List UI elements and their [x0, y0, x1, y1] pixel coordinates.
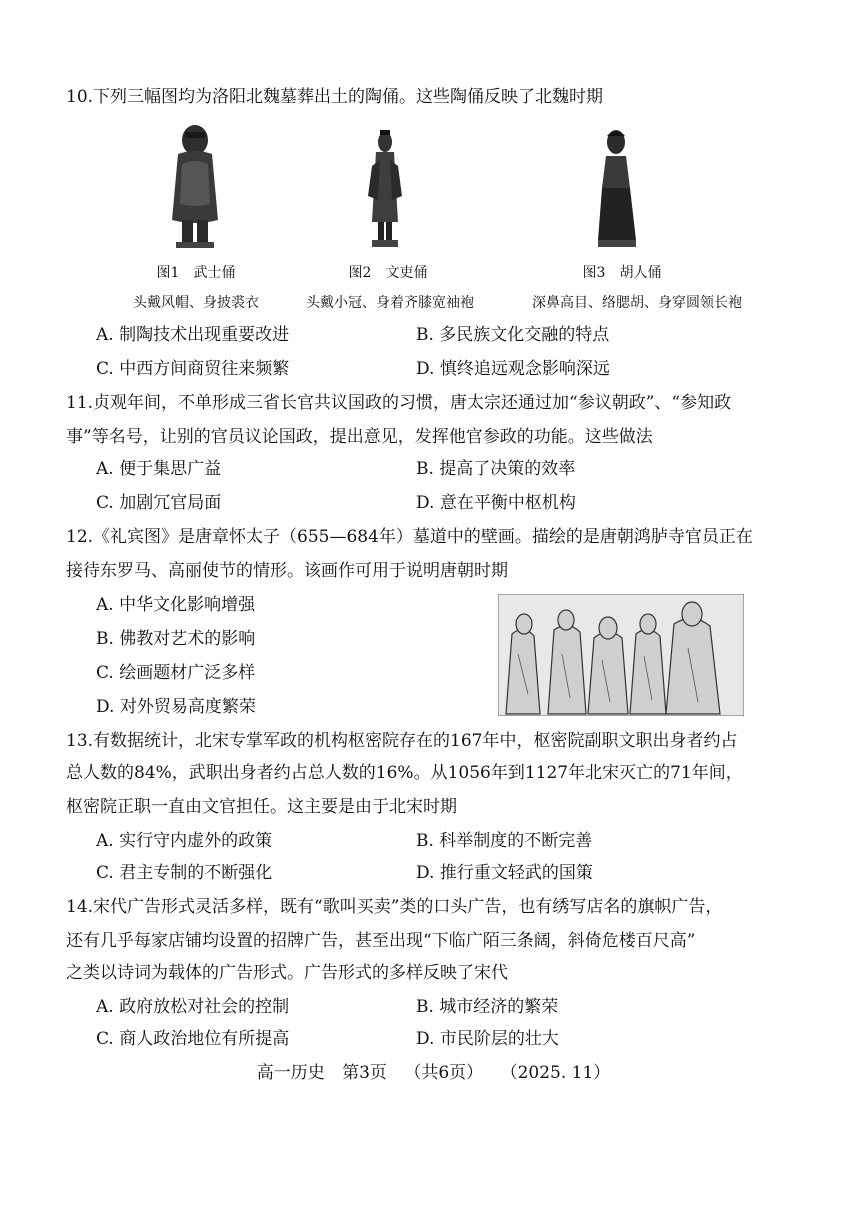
- figure2-label: 图2 文吏俑: [348, 265, 428, 281]
- footer-date: （2025. 11）: [500, 1063, 611, 1083]
- q14-option-b[interactable]: B. 城市经济的繁荣: [416, 997, 559, 1017]
- q11-stem-line2: 事”等名号，让别的官员议论国政，提出意见，发挥他官参政的功能。这些做法: [66, 427, 653, 447]
- figure1-label: 图1 武士俑: [156, 265, 236, 281]
- figure3-label: 图3 胡人俑: [582, 265, 662, 281]
- warrior-figurine-image: [160, 124, 230, 250]
- figure3-desc: 深鼻高目、络腮胡、身穿圆领长袍: [532, 295, 742, 311]
- mural-image: [498, 594, 744, 716]
- q12-stem-line1: 12.《礼宾图》是唐章怀太子（655—684年）墓道中的壁画。描绘的是唐朝鸿胪寺官员正在: [66, 527, 753, 547]
- q12-stem-line2: 接待东罗马、高丽使节的情形。该画作可用于说明唐朝时期: [66, 561, 508, 581]
- q12-option-c[interactable]: C. 绘画题材广泛多样: [96, 663, 256, 683]
- q10-option-c[interactable]: C. 中西方间商贸往来频繁: [96, 359, 290, 379]
- q11-option-b[interactable]: B. 提高了决策的效率: [416, 459, 576, 479]
- footer-subject: 高一历史: [256, 1063, 325, 1083]
- q13-option-a[interactable]: A. 实行守内虚外的政策: [96, 831, 273, 851]
- q12-option-d[interactable]: D. 对外贸易高度繁荣: [96, 697, 256, 717]
- q11-option-d[interactable]: D. 意在平衡中枢机构: [416, 493, 576, 513]
- q13-option-c[interactable]: C. 君主专制的不断强化: [96, 863, 273, 883]
- q12-option-b[interactable]: B. 佛教对艺术的影响: [96, 629, 256, 649]
- q14-stem-line3: 之类以诗词为载体的广告形式。广告形式的多样反映了宋代: [66, 963, 508, 983]
- q13-stem-line3: 枢密院正职一直由文官担任。这主要是由于北宋时期: [66, 797, 457, 817]
- official-figurine-image: [362, 130, 408, 250]
- q10-option-b[interactable]: B. 多民族文化交融的特点: [416, 325, 610, 345]
- q14-stem-line1: 14.宋代广告形式灵活多样，既有“歌叫买卖”类的口头广告，也有绣写店名的旗帜广告，: [66, 897, 723, 917]
- q14-option-a[interactable]: A. 政府放松对社会的控制: [96, 997, 290, 1017]
- q13-stem-line2: 总人数的84%，武职出身者约占总人数的16%。从1056年到1127年北宋灭亡的71年间，: [66, 763, 743, 783]
- q10-option-a[interactable]: A. 制陶技术出现重要改进: [96, 325, 290, 345]
- page-footer: [0, 1058, 867, 1083]
- figure2-desc: 头戴小冠、身着齐膝宽袖袍: [306, 295, 474, 311]
- q14-stem-line2: 还有几乎每家店铺均设置的招牌广告，甚至出现“下临广陌三条阔，斜倚危楼百尺高”: [66, 931, 696, 951]
- q10-stem: 10.下列三幅图均为洛阳北魏墓葬出土的陶俑。这些陶俑反映了北魏时期: [66, 87, 604, 107]
- q13-stem-line1: 13.有数据统计，北宋专掌军政的机构枢密院存在的167年中，枢密院副职文职出身者约占: [66, 731, 738, 751]
- foreign-figurine-image: [590, 128, 642, 250]
- q11-option-c[interactable]: C. 加剧冗官局面: [96, 493, 222, 513]
- q13-option-b[interactable]: B. 科举制度的不断完善: [416, 831, 593, 851]
- footer-page: 第3页: [342, 1063, 387, 1083]
- footer-total: （共6页）: [404, 1063, 484, 1083]
- q10-option-d[interactable]: D. 慎终追远观念影响深远: [416, 359, 610, 379]
- figure1-desc: 头戴风帽、身披裘衣: [133, 295, 259, 311]
- q11-stem-line1: 11.贞观年间，不单形成三省长官共议国政的习惯，唐太宗还通过加“参议朝政”、“参知政: [66, 393, 732, 413]
- q12-option-a[interactable]: A. 中华文化影响增强: [96, 595, 256, 615]
- q13-option-d[interactable]: D. 推行重文轻武的国策: [416, 863, 593, 883]
- q11-option-a[interactable]: A. 便于集思广益: [96, 459, 222, 479]
- q14-option-d[interactable]: D. 市民阶层的壮大: [416, 1029, 559, 1049]
- q14-option-c[interactable]: C. 商人政治地位有所提高: [96, 1029, 290, 1049]
